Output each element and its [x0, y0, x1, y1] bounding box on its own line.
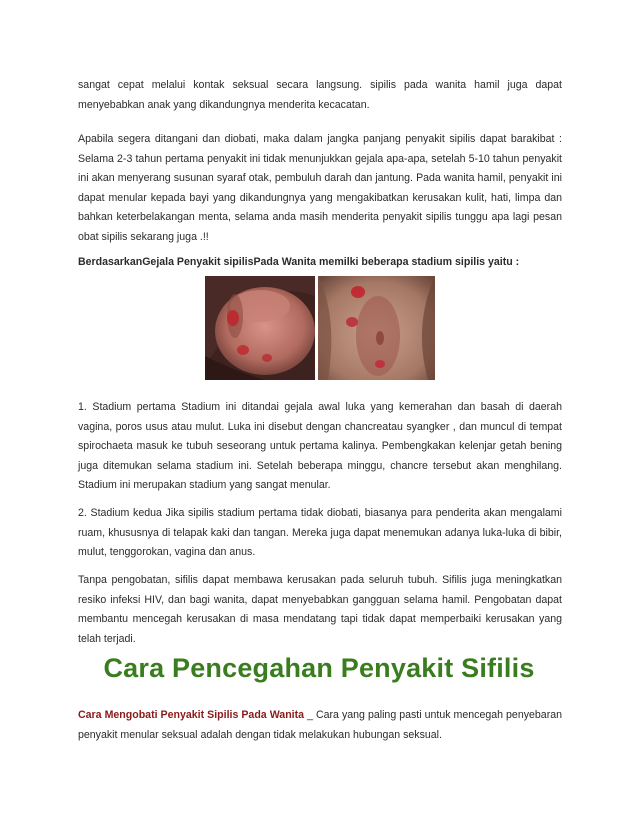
paragraph-long-term-effects: Apabila segera ditangani dan diobati, maka dalam jangka panjang penyakit sipilis dapat barakibat : Selama 2-3 tahun pertama penyakit ini tidak menunjukkan gejala apa-apa, setelah 5-10 tahun penyakit ini akan menyerang susunan syaraf otak, pembuluh darah dan jantung. Pada wanita hamil, penyakit ini dapat menular kepada bayi yang dikandungnya yang mengakibatkan kerusakan kulit, hati, limpa dan bahkan keterbelakangan menta, selama anda masih menderita penyakit sipilis tunggu apa lagi pesan obat sipilis sekarang juga .!! — [78, 133, 562, 243]
paragraph-treatment: Tanpa pengobatan, sifilis dapat membawa kerusakan pada seluruh tubuh. Sifilis juga meningkatkan resiko infeksi HIV, dan bagi wanita, dapat menyebabkan gangguan selama hamil. Pengobatan dapat membantu mencegah kerusakan di masa mendatang tapi tidak dapat memperbaiki kerusakan yang telah terjadi. — [78, 574, 562, 645]
stages-heading: BerdasarkanGejala Penyakit sipilisPada Wanita memilki beberapa stadium sipilis yaitu : — [78, 256, 520, 268]
clinical-photo-male-icon — [205, 276, 315, 380]
clinical-photo-female-icon — [318, 276, 435, 380]
paragraph-stage-two: 2. Stadium kedua Jika sipilis stadium pertama tidak diobati, biasanya para penderita akan mengalami ruam, khususnya di telapak kaki dan tangan. Mereka juga dapat menemukan adanya luka-luka di bibir, mulut, tenggorokan, vagina dan anus. — [78, 507, 562, 559]
article-link[interactable]: Cara Mengobati Penyakit Sipilis Pada Wanita — [78, 709, 305, 721]
paragraph-intro: sangat cepat melalui kontak seksual secara langsung. sipilis pada wanita hamil juga dapat menyebabkan anak yang dikandungnya menderita kecacatan. — [78, 79, 562, 111]
paragraph-prevention — [78, 706, 562, 745]
clinical-images — [205, 276, 435, 380]
paragraph-prevention-text: _ Cara yang paling pasti untuk mencegah penyebaran penyakit menular seksual adalah dengan tidak melakukan hubungan seksual. — [78, 709, 563, 741]
section-title: Cara Pencegahan Penyakit Sifilis — [103, 653, 535, 683]
paragraph-stage-one: 1. Stadium pertama Stadium ini ditandai gejala awal luka yang kemerahan dan basah di daerah vagina, poros usus atau mulut. Luka ini disebut dengan chancreatau syangker , dan muncul di tempat spirochaeta masuk ke tubuh seseorang untuk pertama kalinya. Pembengkakan kelenjar getah bening juga ditemukan selama stadium ini. Setelah beberapa minggu, chancre tersebut akan menghilang. Stadium ini merupakan stadium yang sangat menular. — [78, 401, 562, 492]
